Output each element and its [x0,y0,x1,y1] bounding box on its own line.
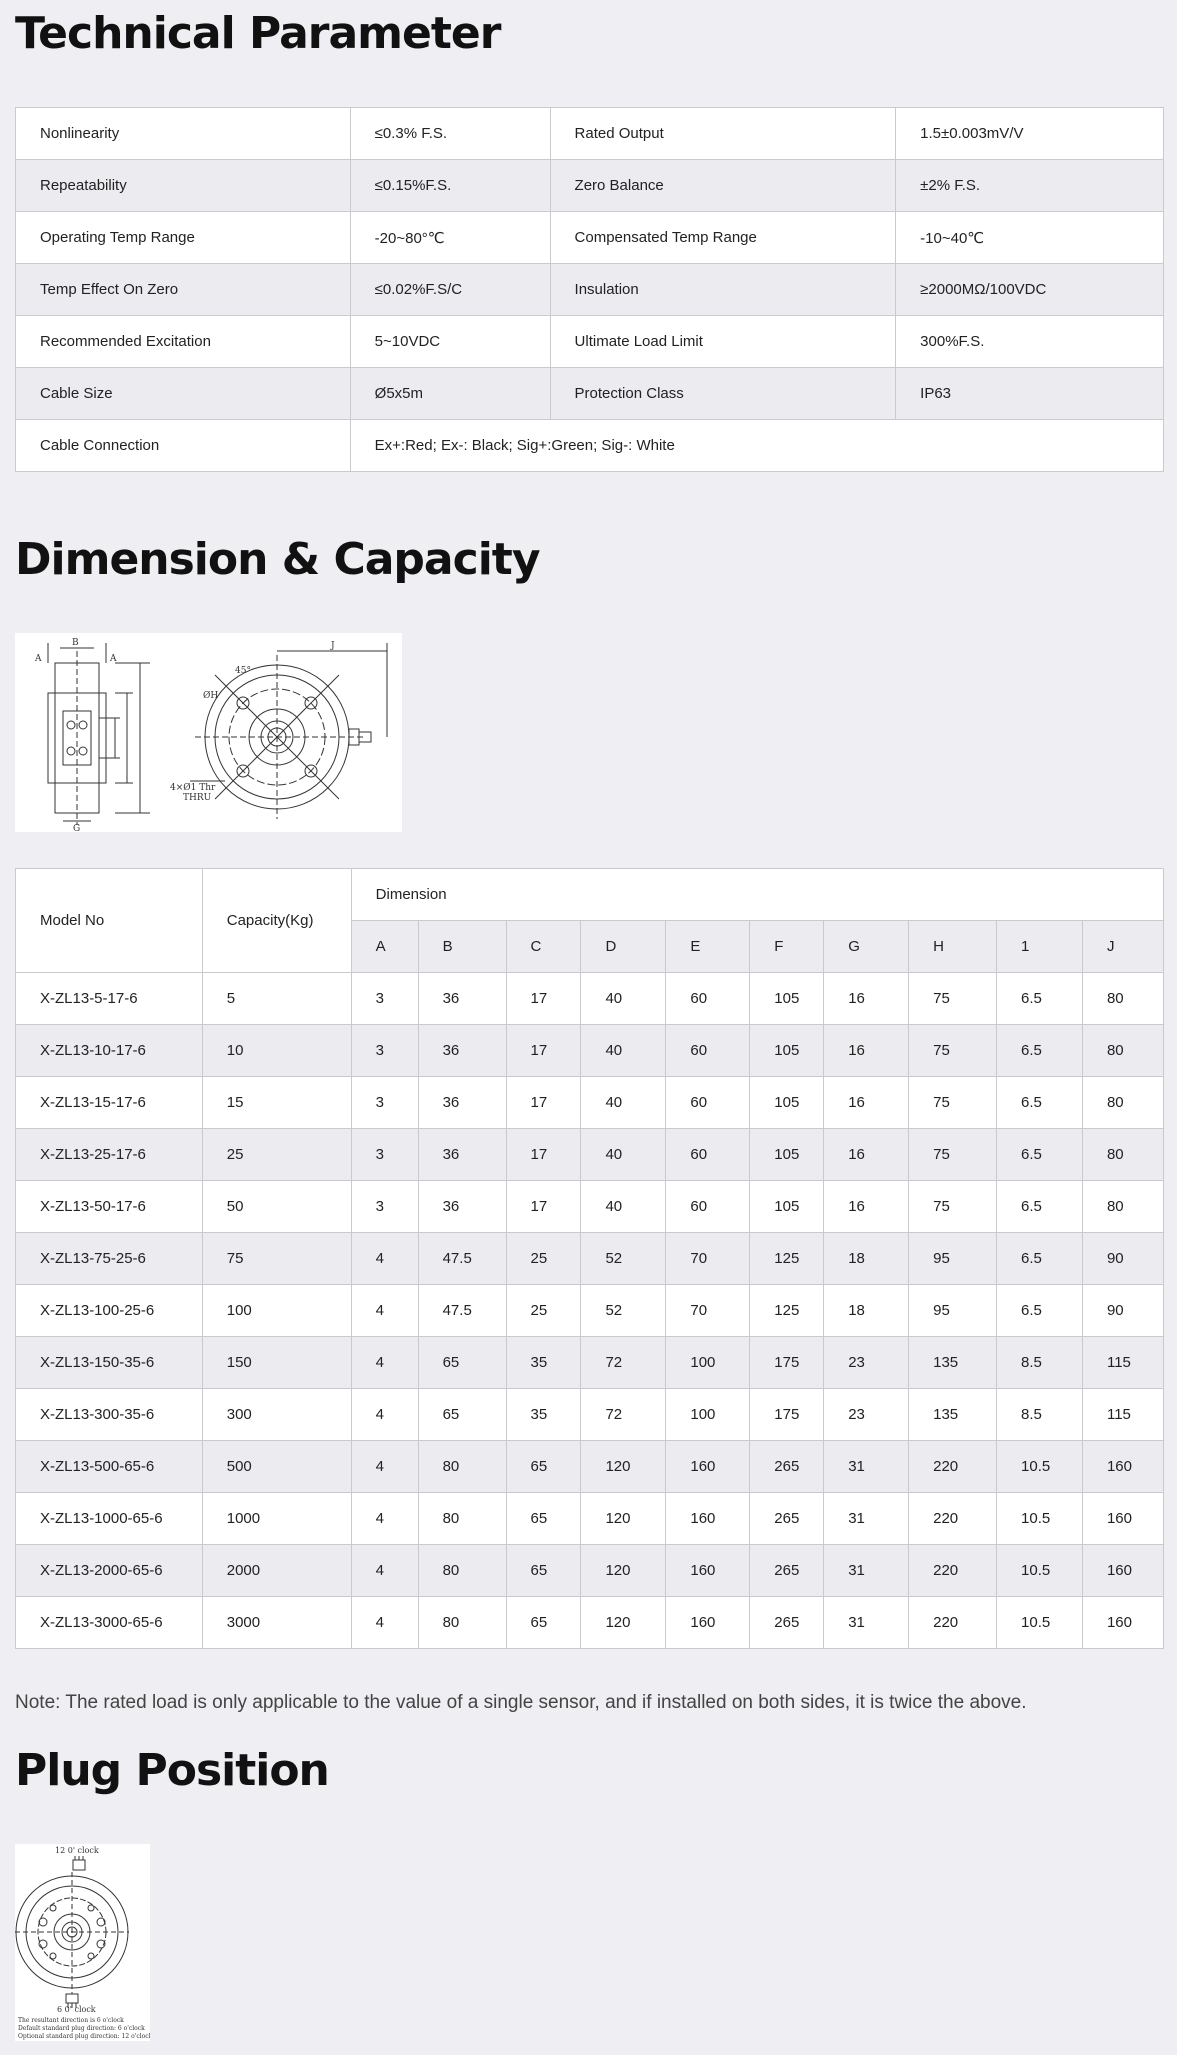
model-no-cell: X-ZL13-100-25-6 [16,1285,203,1337]
dimension-cell-e: 60 [666,973,750,1025]
drawing-label-hole: ØH [203,691,219,701]
header-dimension: Dimension [351,869,1163,921]
param-label: Rated Output [550,108,896,160]
dimension-cell-j: 80 [1082,1181,1163,1233]
param-label: Nonlinearity [16,108,351,160]
dimension-cell-c: 35 [506,1389,581,1441]
param-value: 300%F.S. [896,316,1164,368]
plug-caption-1: The resultant direction is 6 o'clock [18,2017,124,2024]
dimension-cell-d: 40 [581,1129,666,1181]
dimension-cell-d: 40 [581,1077,666,1129]
drawing-label-a2: A [110,654,117,664]
dimension-cell-b: 36 [418,1129,506,1181]
dimension-cell-f: 125 [750,1285,824,1337]
table-row [16,1493,1164,1545]
dimension-cell-1: 6.5 [997,1181,1083,1233]
dimension-capacity-heading: Dimension & Capacity [15,534,540,585]
dimension-cell-d: 40 [581,1181,666,1233]
dimension-cell-h: 75 [909,1025,997,1077]
dimension-cell-a: 4 [351,1285,418,1337]
dimension-cell-c: 65 [506,1493,581,1545]
drawing-label-g: G [73,824,81,832]
dimension-cell-b: 36 [418,1025,506,1077]
dimension-cell-d: 52 [581,1285,666,1337]
param-label: Operating Temp Range [16,212,351,264]
table-row [16,1545,1164,1597]
dimension-cell-d: 40 [581,973,666,1025]
plug-position-diagram [15,1844,150,2041]
plug-position-heading: Plug Position [15,1745,329,1796]
dimension-cell-h: 75 [909,1129,997,1181]
header-col-c: C [506,921,581,973]
dimension-cell-d: 120 [581,1441,666,1493]
dimension-cell-b: 80 [418,1441,506,1493]
dimension-cell-b: 65 [418,1389,506,1441]
dimension-cell-j: 115 [1082,1389,1163,1441]
capacity-cell: 100 [202,1285,351,1337]
dimension-cell-f: 105 [750,1129,824,1181]
dimension-cell-h: 95 [909,1285,997,1337]
dimension-cell-1: 10.5 [997,1493,1083,1545]
capacity-cell: 1000 [202,1493,351,1545]
dimension-cell-h: 95 [909,1233,997,1285]
param-value: 1.5±0.003mV/V [896,108,1164,160]
dimension-cell-g: 18 [824,1285,909,1337]
dimension-cell-g: 23 [824,1389,909,1441]
dimension-cell-f: 125 [750,1233,824,1285]
dimension-cell-d: 52 [581,1233,666,1285]
dimension-cell-d: 120 [581,1597,666,1649]
param-value: ≤0.15%F.S. [350,160,550,212]
param-label: Insulation [550,264,896,316]
dimension-cell-e: 160 [666,1493,750,1545]
dimension-cell-1: 10.5 [997,1545,1083,1597]
dimension-cell-j: 160 [1082,1545,1163,1597]
dimension-cell-a: 3 [351,1181,418,1233]
table-row [16,1337,1164,1389]
param-value: -20~80°℃ [350,212,550,264]
dimension-cell-a: 3 [351,973,418,1025]
param-value: 5~10VDC [350,316,550,368]
param-value: ≥2000MΩ/100VDC [896,264,1164,316]
param-label: Cable Connection [16,420,351,472]
dimension-cell-b: 80 [418,1597,506,1649]
dimension-cell-f: 105 [750,973,824,1025]
dimension-cell-g: 18 [824,1233,909,1285]
table-row [16,316,1164,368]
model-no-cell: X-ZL13-15-17-6 [16,1077,203,1129]
dimension-cell-d: 72 [581,1337,666,1389]
dimension-cell-j: 80 [1082,1077,1163,1129]
dimension-table-body [16,973,1164,1649]
table-row [16,1025,1164,1077]
param-value: Ex+:Red; Ex-: Black; Sig+:Green; Sig-: White [350,420,1163,472]
table-row [16,1181,1164,1233]
dimension-cell-1: 10.5 [997,1441,1083,1493]
model-no-cell: X-ZL13-300-35-6 [16,1389,203,1441]
dimension-cell-g: 16 [824,973,909,1025]
model-no-cell: X-ZL13-50-17-6 [16,1181,203,1233]
rated-load-note: Note: The rated load is only applicable to the value of a single sensor, and if installed on both sides, it is twice the above. [15,1692,1027,1713]
capacity-cell: 50 [202,1181,351,1233]
dimension-cell-j: 115 [1082,1337,1163,1389]
dimension-cell-j: 80 [1082,973,1163,1025]
dimension-cell-g: 31 [824,1545,909,1597]
plug-caption-3: Optional standard plug direction: 12 o'clock [18,2033,150,2040]
dimension-cell-b: 36 [418,973,506,1025]
param-label: Compensated Temp Range [550,212,896,264]
dimension-cell-f: 105 [750,1077,824,1129]
dimension-cell-c: 65 [506,1597,581,1649]
dimension-cell-h: 135 [909,1389,997,1441]
dimension-cell-h: 135 [909,1337,997,1389]
dimension-cell-h: 75 [909,973,997,1025]
dimension-cell-a: 4 [351,1545,418,1597]
dimension-cell-a: 4 [351,1389,418,1441]
dimension-cell-f: 175 [750,1389,824,1441]
param-value: Ø5x5m [350,368,550,420]
technical-parameter-heading: Technical Parameter [15,8,501,59]
capacity-cell: 3000 [202,1597,351,1649]
table-row [16,1233,1164,1285]
header-col-a: A [351,921,418,973]
dimension-cell-h: 220 [909,1545,997,1597]
dimension-cell-j: 160 [1082,1597,1163,1649]
dimension-cell-f: 265 [750,1545,824,1597]
param-label: Temp Effect On Zero [16,264,351,316]
dimension-cell-b: 47.5 [418,1285,506,1337]
technical-parameter-table [15,107,1164,472]
dimension-cell-g: 31 [824,1441,909,1493]
table-row [16,1441,1164,1493]
dimension-cell-b: 47.5 [418,1233,506,1285]
model-no-cell: X-ZL13-3000-65-6 [16,1597,203,1649]
dimension-cell-c: 25 [506,1233,581,1285]
header-col-b: B [418,921,506,973]
model-no-cell: X-ZL13-5-17-6 [16,973,203,1025]
dimension-cell-f: 105 [750,1181,824,1233]
dimension-cell-g: 31 [824,1493,909,1545]
dimension-cell-g: 16 [824,1129,909,1181]
drawing-label-thread: 4×Ø1 Thr [170,783,216,793]
table-row [16,1285,1164,1337]
param-label: Recommended Excitation [16,316,351,368]
drawing-label-thru: THRU [183,793,212,803]
dimension-cell-f: 265 [750,1597,824,1649]
param-value: -10~40℃ [896,212,1164,264]
dimension-cell-f: 105 [750,1025,824,1077]
model-no-cell: X-ZL13-2000-65-6 [16,1545,203,1597]
dimension-cell-a: 3 [351,1025,418,1077]
plug-label-12-oclock: 12 0' clock [55,1846,99,1855]
header-model-no: Model No [16,869,203,973]
table-row [16,973,1164,1025]
drawing-label-angle: 45° [235,666,251,676]
table-row [16,1077,1164,1129]
param-label: Cable Size [16,368,351,420]
dimension-cell-b: 65 [418,1337,506,1389]
dimension-cell-b: 80 [418,1493,506,1545]
dimension-cell-e: 160 [666,1441,750,1493]
dimension-cell-j: 80 [1082,1025,1163,1077]
dimension-cell-c: 25 [506,1285,581,1337]
dimension-cell-h: 220 [909,1597,997,1649]
dimension-cell-c: 17 [506,1077,581,1129]
table-row [16,1129,1164,1181]
dimension-cell-g: 16 [824,1181,909,1233]
dimension-cell-e: 60 [666,1129,750,1181]
load-cell-dimension-drawing [15,633,402,832]
dimension-cell-a: 4 [351,1597,418,1649]
capacity-cell: 500 [202,1441,351,1493]
dimension-cell-g: 23 [824,1337,909,1389]
param-label: Protection Class [550,368,896,420]
dimension-cell-e: 60 [666,1025,750,1077]
dimension-cell-1: 6.5 [997,1077,1083,1129]
dimension-cell-1: 6.5 [997,1129,1083,1181]
dimension-cell-d: 120 [581,1493,666,1545]
dimension-cell-g: 16 [824,1025,909,1077]
dimension-cell-1: 6.5 [997,1285,1083,1337]
dimension-cell-j: 160 [1082,1493,1163,1545]
model-no-cell: X-ZL13-1000-65-6 [16,1493,203,1545]
param-label: Repeatability [16,160,351,212]
drawing-label-j: J [331,641,335,651]
dimension-cell-e: 70 [666,1233,750,1285]
dimension-cell-1: 10.5 [997,1597,1083,1649]
dimension-cell-f: 175 [750,1337,824,1389]
param-value: ±2% F.S. [896,160,1164,212]
capacity-cell: 25 [202,1129,351,1181]
dimension-cell-a: 3 [351,1129,418,1181]
dimension-drawing [15,633,402,832]
dimension-cell-e: 100 [666,1337,750,1389]
plug-position-drawing [15,1844,150,2041]
model-no-cell: X-ZL13-75-25-6 [16,1233,203,1285]
table-row [16,160,1164,212]
capacity-cell: 2000 [202,1545,351,1597]
param-value: ≤0.02%F.S/C [350,264,550,316]
dimension-capacity-table [15,868,1164,1649]
header-col-d: D [581,921,666,973]
param-value: IP63 [896,368,1164,420]
dimension-cell-c: 65 [506,1441,581,1493]
capacity-cell: 75 [202,1233,351,1285]
table-row [16,1389,1164,1441]
dimension-cell-c: 65 [506,1545,581,1597]
capacity-cell: 300 [202,1389,351,1441]
dimension-cell-g: 16 [824,1077,909,1129]
dimension-cell-1: 6.5 [997,1025,1083,1077]
capacity-cell: 5 [202,973,351,1025]
dimension-cell-j: 80 [1082,1129,1163,1181]
drawing-label-b: B [72,638,79,648]
table-row [16,420,1164,472]
dimension-cell-e: 160 [666,1545,750,1597]
dimension-cell-b: 36 [418,1077,506,1129]
header-col-g: G [824,921,909,973]
capacity-cell: 15 [202,1077,351,1129]
table-row [16,212,1164,264]
dimension-cell-a: 4 [351,1233,418,1285]
dimension-cell-h: 220 [909,1441,997,1493]
capacity-cell: 150 [202,1337,351,1389]
param-label: Ultimate Load Limit [550,316,896,368]
dimension-cell-a: 3 [351,1077,418,1129]
dimension-cell-h: 75 [909,1077,997,1129]
table-header-row [16,869,1164,921]
header-col-e: E [666,921,750,973]
dimension-cell-c: 35 [506,1337,581,1389]
dimension-cell-d: 72 [581,1389,666,1441]
dimension-cell-h: 75 [909,1181,997,1233]
model-no-cell: X-ZL13-150-35-6 [16,1337,203,1389]
dimension-cell-c: 17 [506,1181,581,1233]
dimension-cell-1: 8.5 [997,1337,1083,1389]
header-capacity: Capacity(Kg) [202,869,351,973]
dimension-cell-a: 4 [351,1441,418,1493]
table-row [16,1597,1164,1649]
drawing-label-a: A [35,654,42,664]
dimension-cell-a: 4 [351,1337,418,1389]
dimension-cell-1: 6.5 [997,1233,1083,1285]
dimension-cell-e: 60 [666,1077,750,1129]
table-row [16,108,1164,160]
model-no-cell: X-ZL13-10-17-6 [16,1025,203,1077]
dimension-cell-d: 40 [581,1025,666,1077]
dimension-cell-j: 160 [1082,1441,1163,1493]
dimension-cell-e: 60 [666,1181,750,1233]
header-col-h: H [909,921,997,973]
dimension-cell-j: 90 [1082,1285,1163,1337]
dimension-cell-c: 17 [506,973,581,1025]
dimension-cell-c: 17 [506,1025,581,1077]
dimension-cell-g: 31 [824,1597,909,1649]
capacity-cell: 10 [202,1025,351,1077]
dimension-cell-b: 36 [418,1181,506,1233]
model-no-cell: X-ZL13-500-65-6 [16,1441,203,1493]
dimension-cell-a: 4 [351,1493,418,1545]
model-no-cell: X-ZL13-25-17-6 [16,1129,203,1181]
dimension-cell-h: 220 [909,1493,997,1545]
plug-label-6-oclock: 6 0' clock [57,2005,96,2014]
header-col-j: J [1082,921,1163,973]
dimension-cell-1: 6.5 [997,973,1083,1025]
dimension-cell-e: 70 [666,1285,750,1337]
param-value: ≤0.3% F.S. [350,108,550,160]
plug-caption-2: Default standard plug direction: 6 o'clock [18,2025,145,2032]
dimension-cell-c: 17 [506,1129,581,1181]
header-col-1: 1 [997,921,1083,973]
dimension-cell-1: 8.5 [997,1389,1083,1441]
dimension-cell-e: 160 [666,1597,750,1649]
table-row [16,368,1164,420]
dimension-cell-f: 265 [750,1493,824,1545]
header-col-f: F [750,921,824,973]
dimension-cell-e: 100 [666,1389,750,1441]
dimension-cell-f: 265 [750,1441,824,1493]
table-row [16,264,1164,316]
param-label: Zero Balance [550,160,896,212]
dimension-cell-j: 90 [1082,1233,1163,1285]
dimension-cell-d: 120 [581,1545,666,1597]
dimension-cell-b: 80 [418,1545,506,1597]
